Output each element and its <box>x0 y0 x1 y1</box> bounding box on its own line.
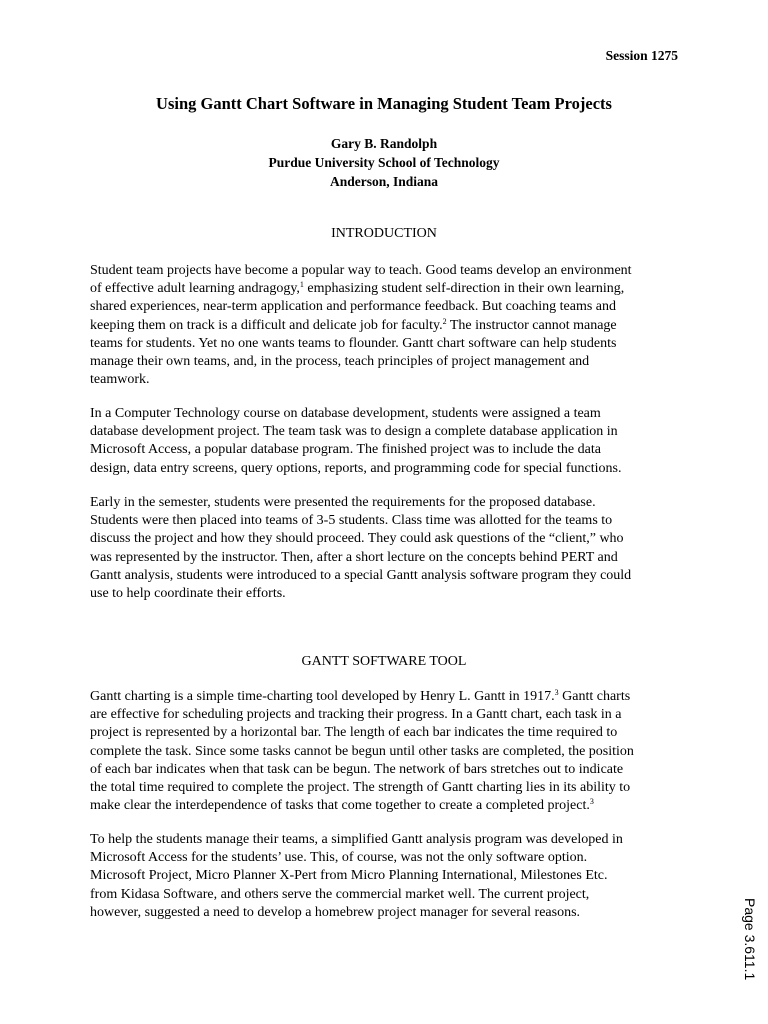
intro-paragraph-2: In a Computer Technology course on database development, students were assigned a team database development project. The team task was to design a complete database application in Microsoft Access, a popular database program. The finished project was to include the data design, data entry screens, query options, reports, and programming code for special functions. <box>90 406 622 476</box>
introduction-heading: INTRODUCTION <box>331 226 437 241</box>
gantt-software-tool-heading: GANTT SOFTWARE TOOL <box>301 654 467 669</box>
author-name: Gary B. Randolph <box>330 136 438 151</box>
intro-paragraph-1: Student team projects have become a popular way to teach. Good teams develop an environment of effective adult learning andragogy,$^1$ emphasizing student self-direction in their own learning, shared experiences, near-term application and performance feedback. But coaching teams and keeping them on track is a difficult and delicate job for faculty.$^2$ The instructor cannot manage teams for students. Yet no one wants teams to flounder. Gantt chart software can help students manage their own teams, and, in the process, teach principles of project management and teamwork. <box>90 263 632 388</box>
author-block <box>0 134 768 191</box>
gantt-paragraph-2: To help the students manage their teams, a simplified Gantt analysis program was developed in Microsoft Access for the students’ use. This, of course, was not the only software option. Microsoft Project, Micro Planner X-Pert from Micro Planning International, Milestones Etc. from Kidasa Software, and others serve the commercial market well. The current project, however, suggested a need to develop a homebrew project manager for several reasons. <box>90 832 623 920</box>
paper-title: Using Gantt Chart Software in Managing Student Team Projects <box>156 94 612 113</box>
gantt-paragraph-1: Gantt charting is a simple time-charting tool developed by Henry L. Gantt in 1917.$^3$ Gantt charts are effective for scheduling projects and tracking their progress. In a Gantt chart, each task in a project is represented by a horizontal bar. The length of each bar indicates the time required to complete the task. Since some tasks cannot be begun until other tasks are completed, the position of each bar indicates when that task can be begun. The network of bars stretches out to indicate the total time required to complete the project. The strength of Gantt charting lies in its ability to make clear the interdependence of tasks that come together to create a completed project.$^3$ <box>90 688 634 814</box>
intro-paragraph-3: Early in the semester, students were presented the requirements for the proposed database. Students were then placed into teams of 3-5 students. Class time was allotted for the teams to discuss the project and how they should proceed. They could ask questions of the “client,” who was represented by the instructor. Then, after a short lecture on the concepts behind PERT and Gantt analysis, students were introduced to a special Gantt analysis software program they could use to help coordinate their efforts. <box>90 495 632 602</box>
session-number: Session 1275 <box>605 48 678 63</box>
author-affiliation: Purdue University School of Technology <box>268 155 500 170</box>
author-location: Anderson, Indiana <box>329 174 439 189</box>
page-number: Page 3.611.1 <box>742 898 758 981</box>
